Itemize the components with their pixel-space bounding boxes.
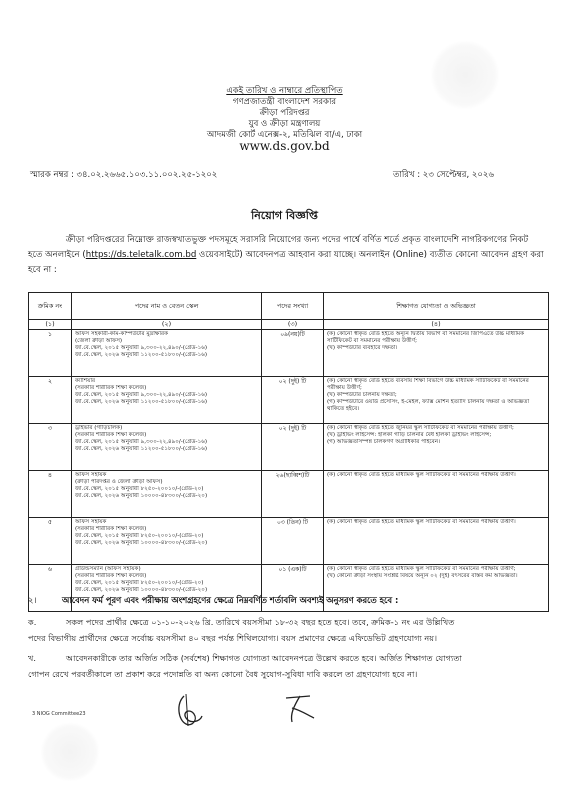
column-number: (২) <box>72 320 262 330</box>
qualification-item: (গ) কম্পিউটারে ওয়ার্ড প্রসেসিং, ই-মেইল, ফ্যাক্স মেশিন ইত্যাদি চালনায় দক্ষতা ও অভিজ্ঞতা থাকিতে হইবে। <box>327 399 530 412</box>
qualification-item: (খ) কম্পিউটার ব্যবহারে দক্ষতা। <box>327 345 398 351</box>
row-post <box>72 330 262 377</box>
signature-right <box>280 688 320 728</box>
table-row <box>29 518 549 565</box>
pay-scale: জা.বে.স্কেল, ২০২৬ অনুযায়ী ১১২০০-৫১৮০০/-(গ্রেড-১৬) <box>75 446 208 452</box>
row-post-count: ০১ (এক)টি <box>262 565 324 612</box>
pay-scale: জা.বে.স্কেল, ২০২৬ অনুযায়ী ১০০০০-৪৮৩০০/-(গ্রেড-২০) <box>75 540 208 546</box>
table-row <box>29 330 549 377</box>
row-post <box>72 424 262 471</box>
intro-text-after: ওয়েবসাইটে) আবেদনপত্র আহবান করা যাচ্ছে। অনলাইন (Online) ব্যতীত কোনো আবেদন গ্রহণ করা হবে না : <box>28 250 544 275</box>
table-row <box>29 424 549 471</box>
ministry-name: যুব ও ক্রীড়া মন্ত্রণালয় <box>248 119 321 129</box>
section-heading-text: আবেদন ফর্ম পূরণ এবং পরীক্ষায় অংশগ্রহণের ক্ষেত্রে নিম্নবর্ণিত শর্তাবলি অবশ্যই অনুসরণ করতে হবে : <box>62 595 399 605</box>
qualification-item: (ক) কোনো স্বীকৃত বোর্ড হইতে ব্যবসায় শিক্ষা বিভাগে উচ্চ মাধ্যমিক সার্টিফিকেট বা সমমানের পরীক্ষায় উত্তীর্ণ; <box>327 378 529 391</box>
paragraph-line: গোপন রেখে পরবর্তীকালে তা প্রকাশ করে পদোন্নতি বা অন্য কোনো বৈধ সুযোগ-সুবিধা দাবি করলে তা গ্রহণযোগ্য হবে না। <box>28 669 418 679</box>
row-post-count: ০২ (দুই) টি <box>262 377 324 424</box>
qualification-item: (ক) কোনো স্বীকৃত বোর্ড হইতে জুনিয়র স্কুল সার্টিফিকেট বা সমমানের পরীক্ষায় উত্তীর্ণ; <box>327 425 514 431</box>
intro-text-before: ক্রীড়া পরিদপ্তরের নিম্নোক্ত রাজস্বখাতভুক্ত পদসমূহে সরাসরি নিয়োগের জন্য পদের পার্শ্বে বর্ণিত শর্তে প্রকৃত বাংলাদেশি নাগরিকগণের নিকট হতে অনলাইনে ( <box>28 235 529 260</box>
row-serial: ৪ <box>29 471 72 518</box>
header-qualification: শিক্ষাগত যোগ্যতা ও অভিজ্ঞতা <box>324 293 549 320</box>
notice-title: নিয়োগ বিজ্ঞপ্তি <box>251 209 318 222</box>
qualification-item: (ক) কোনো স্বীকৃত বোর্ড হইতে মাধ্যমিক স্কুল সার্টিফিকেট বা সমমানের পরীক্ষায় উত্তীর্ণ; <box>327 566 516 572</box>
paragraph-line: সকল পদের প্রার্থীর ক্ষেত্রে ০১-১০-২০২৬ খ্রি. তারিখে বয়সসীমা ১৮-৩২ বছর হতে হবে। তবে, ক্রমিক-১ নং এর উল্লিখিত <box>66 617 455 627</box>
qualification-item: (ক) কোনো স্বীকৃত বোর্ড হইতে অন্যূন দ্বিতীয় বিভাগ বা সমমানের জিপিএতে উচ্চ মাধ্যমিক সার্টিফিকেট বা সমমানের পরীক্ষায় উত্তীর্ণ; <box>327 331 525 344</box>
row-serial: ৫ <box>29 518 72 565</box>
post-title: ড্রাইভার (গাড়িচালক) <box>75 425 123 431</box>
qualification-item: (ক) কোনো স্বীকৃত বোর্ড হইতে মাধ্যমিক স্কুল সার্টিফিকেট বা সমমানের পরীক্ষায় উত্তীর্ণ। <box>327 519 516 525</box>
pay-scale: জা.বে.স্কেল, ২০১৫ অনুযায়ী ৮২৫০-২০০১০/-(গ্রেড-২০) <box>75 486 204 492</box>
pay-scale: জা.বে.স্কেল, ২০১৫ অনুযায়ী ৮২৫০-২০০১০/-(গ্রেড-২০) <box>75 580 204 586</box>
post-office: (সরকারি শারীরিক শিক্ষা কলেজ) <box>75 432 147 438</box>
column-number: (১) <box>29 320 72 330</box>
row-post <box>72 471 262 518</box>
post-title: অফিস সহায়ক <box>75 519 107 525</box>
paragraph-marker: খ. <box>28 653 36 663</box>
replacement-note: একই তারিখ ও নাম্বারে প্রতিস্থাপিত <box>226 86 343 96</box>
header-post-count: পদের সংখ্যা <box>262 293 324 320</box>
row-qualification <box>324 377 549 424</box>
footer-note: 3 NIOG Committee23 <box>32 711 86 717</box>
condition-paragraph-ka <box>28 614 550 646</box>
column-number: (৩) <box>262 320 324 330</box>
row-post-count: ২৬(ছাব্বিশ)টি <box>262 471 324 518</box>
row-post <box>72 518 262 565</box>
qualification-item: (ক) কোনো স্বীকৃত বোর্ড হইতে মাধ্যমিক স্কুল সার্টিফিকেট বা সমমানের পরীক্ষায় উত্তীর্ণ। <box>327 472 516 478</box>
qualification-item: (গ) অভিজ্ঞতাসম্পন্ন চালকগণ অগ্রাধিকার পাইবেন। <box>327 439 441 445</box>
row-post <box>72 377 262 424</box>
government-name: গণপ্রজাতন্ত্রী বাংলাদেশ সরকার <box>232 97 337 107</box>
pay-scale: জা.বে.স্কেল, ২০২৬ অনুযায়ী ১১২০০-৫১৮০০/-(গ্রেড-১৬) <box>75 352 208 358</box>
row-serial: ৬ <box>29 565 72 612</box>
vacancy-table <box>28 292 549 612</box>
row-qualification <box>324 424 549 471</box>
table-row <box>29 377 549 424</box>
pay-scale: জা.বে.স্কেল, ২০১৫ অনুযায়ী ৮২৫০-২০০১০/-(গ্রেড-২০) <box>75 533 204 539</box>
pay-scale: জা.বে.স্কেল, ২০১৫ অনুযায়ী ৯,৩০০-২২,৪৯০/-(গ্রেড-১৬) <box>75 439 208 445</box>
pay-scale: জা.বে.স্কেল, ২০২৬ অনুযায়ী ১১২০০-৫১৮০০/-(গ্রেড-১৬) <box>75 399 208 405</box>
paragraph-line: আবেদনকারীকে তার অর্জিত সঠিক (সর্বশেষ) শিক্ষাগত যোগ্যতা আবেদনপত্রে উল্লেখ করতে হবে। অর্জিত শিক্ষাগত যোগ্যতা <box>66 653 462 663</box>
row-post-count: ০৩ (তিন) টি <box>262 518 324 565</box>
post-title: অফিস সহায়ক <box>75 472 107 478</box>
row-qualification <box>324 518 549 565</box>
row-serial: ২ <box>29 377 72 424</box>
header-serial: ক্রমিক নং <box>29 293 72 320</box>
faint-seal-stamp <box>40 722 100 782</box>
table-row <box>29 471 549 518</box>
office-address: আদমজী কোর্ট এনেক্স-২, মতিঝিল বা/এ, ঢাকা <box>206 130 363 140</box>
header-post-and-scale: পদের নাম ও বেতন স্কেল <box>72 293 262 320</box>
memo-date: তারিখ : ২৩ সেপ্টেম্বর, ২০২৬ <box>393 170 494 180</box>
conditions-heading <box>28 594 548 608</box>
memo-number: স্মারক নম্বর : ৩৪.০২.২৬৬৫.১০৩.১১.০০২.২৫-১২০২ <box>30 170 218 180</box>
column-number: (৪) <box>324 320 549 330</box>
row-serial: ৩ <box>29 424 72 471</box>
post-office: (সরকারি শারীরিক শিক্ষা কলেজ) <box>75 573 147 579</box>
teletalk-link[interactable]: https://ds.teletalk.com.bd <box>85 250 197 260</box>
row-post-count: ০৯(নয়)টি <box>262 330 324 377</box>
row-serial: ১ <box>29 330 72 377</box>
row-qualification <box>324 330 549 377</box>
post-title: গ্রাউন্ডসম্যান (অফিস সহায়ক) <box>75 566 141 572</box>
section-number: ২। <box>28 595 37 605</box>
website-url[interactable]: www.ds.gov.bd <box>239 139 330 153</box>
post-office: (সরকারি শারীরিক শিক্ষা কলেজ) <box>75 526 147 532</box>
post-office: (সরকারি শারীরিক শিক্ষা কলেজ) <box>75 385 147 391</box>
pay-scale: জা.বে.স্কেল, ২০১৫ অনুযায়ী ৯,৩০০-২২,৪৯০/-(গ্রেড-১৬) <box>75 345 208 351</box>
department-name: ক্রীড়া পরিদপ্তর <box>259 108 310 118</box>
pay-scale: জা.বে.স্কেল, ২০১৫ অনুযায়ী ৯,৩০০-২২,৪৯০/-(গ্রেড-১৬) <box>75 392 208 398</box>
paragraph-line: পদের বিভাগীয় প্রার্থীদের ক্ষেত্রে সর্বোচ্চ বয়সসীমা ৪০ বছর পর্যন্ত শিথিলযোগ্য। বয়স প্রমাণের ক্ষেত্রে এফিডেভিট গ্রহণযোগ্য নয়। <box>28 633 438 643</box>
post-title: ক্যাশিয়ার <box>75 378 96 384</box>
row-qualification <box>324 471 549 518</box>
post-office: (ক্রীড়া পরিদপ্তর ও জেলা ক্রীড়া অফিস) <box>75 479 163 485</box>
pay-scale: জা.বে.স্কেল, ২০২৬ অনুযায়ী ১০০০০-৪৮৩০০/-(গ্রেড-২০) <box>75 493 208 499</box>
qualification-item: (খ) ড্রাইভিং লাইসেন্স: হালকা গাড়ি চালনার বৈধ হালকা ড্রাইভিং লাইসেন্স; <box>327 432 492 438</box>
qualification-item: (খ) কোনো ক্রীড়া সংস্থায় সংশ্লিষ্ট বিষয়ে অন্যূন ০২ (দুই) বৎসরের বাস্তব কর্ম অভিজ্ঞতা। <box>327 573 518 579</box>
post-title: অফিস সহকারী-কাম-কম্পিউটার মুদ্রাক্ষরিক <box>75 331 168 337</box>
pay-scale: জা.বে.স্কেল, ২০২৬ অনুযায়ী ১০০০০-৪৮৩০০/-(গ্রেড-২০) <box>75 587 208 593</box>
row-post-count: ০২ (দুই) টি <box>262 424 324 471</box>
post-office: (জেলা ক্রীড়া অফিস) <box>75 338 123 344</box>
intro-paragraph <box>28 233 544 278</box>
qualification-item: (খ) কম্পিউটার চালনায় দক্ষতা; <box>327 392 397 398</box>
paragraph-marker: ক. <box>28 617 37 627</box>
condition-paragraph-kha <box>28 650 550 682</box>
signature-left <box>170 690 210 730</box>
